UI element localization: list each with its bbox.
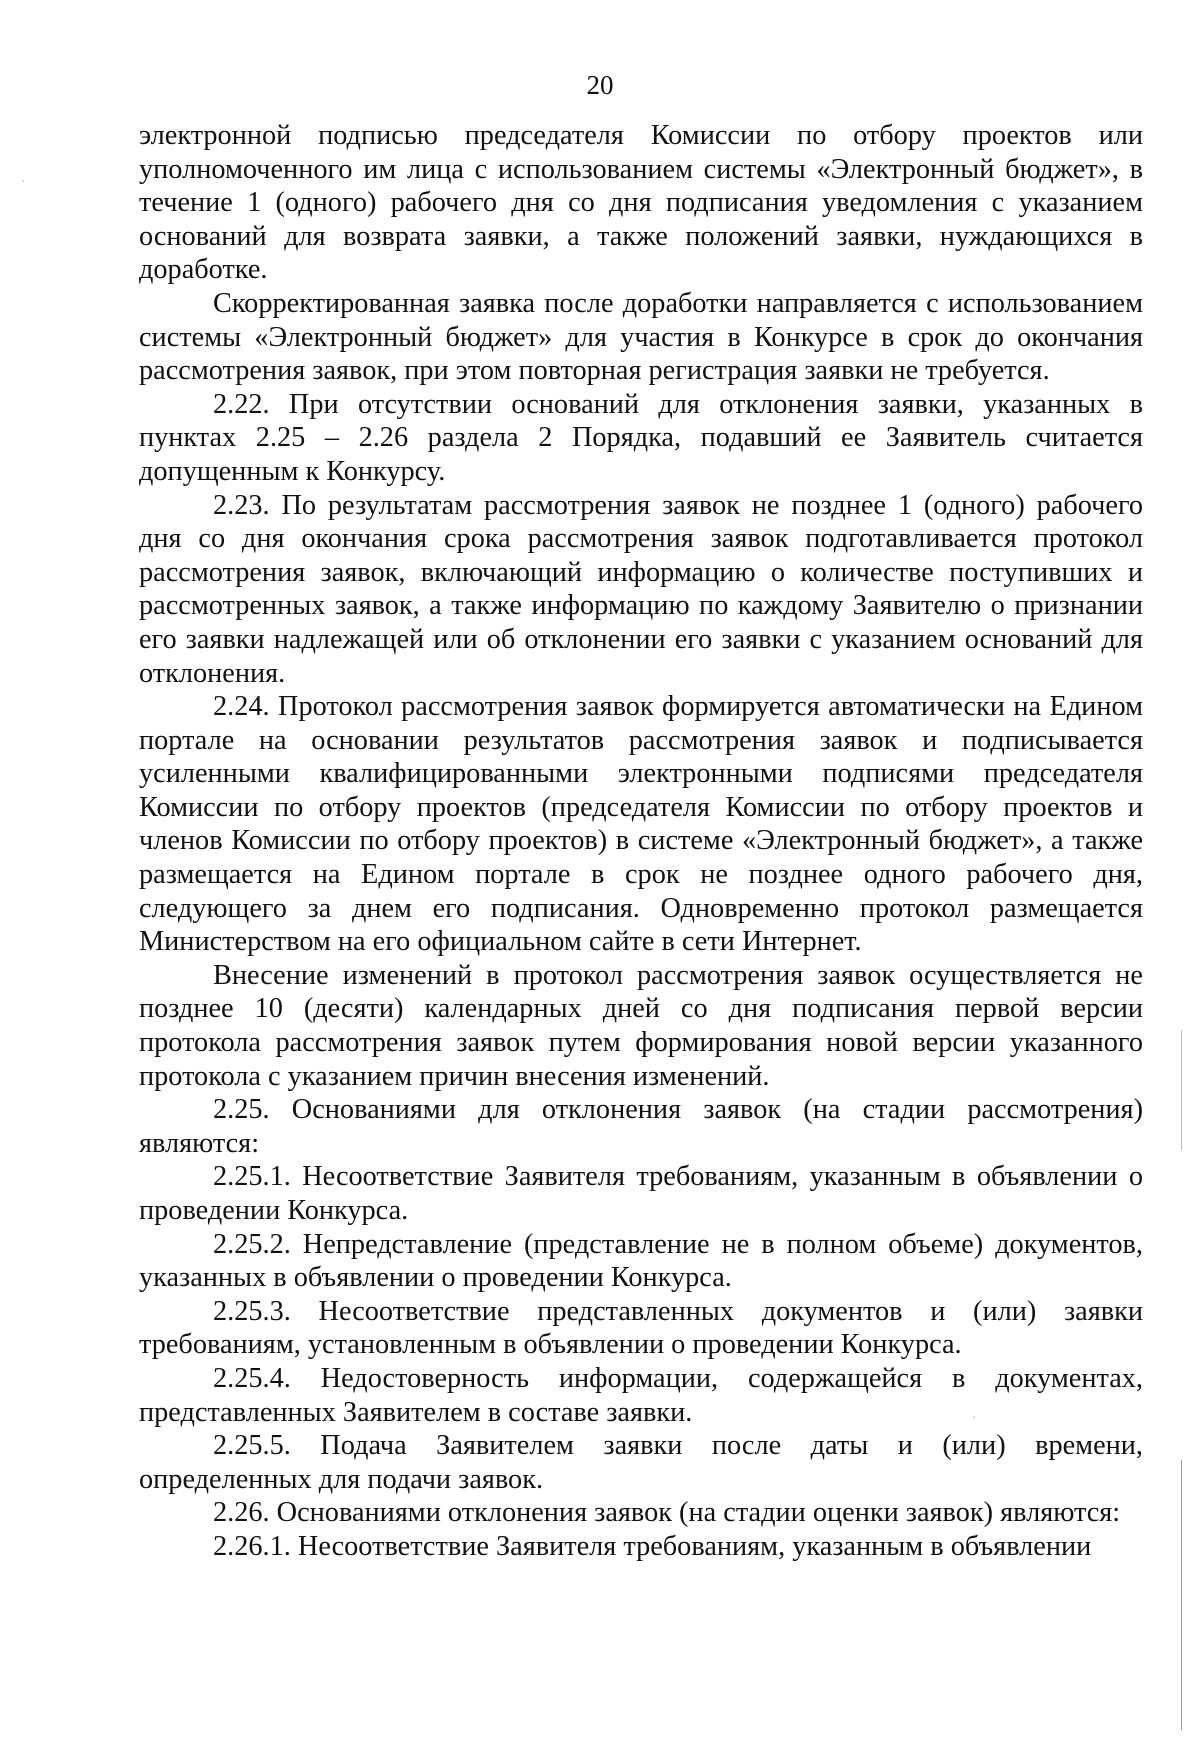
paragraph: 2.25.3. Несоответствие представленных документов и (или) заявки требованиям, установленным в объявлении о проведении Конкурса. bbox=[139, 1295, 1143, 1361]
paragraph: 2.23. По результатам рассмотрения заявок не позднее 1 (одного) рабочего дня со дня окончания срока рассмотрения заявок подготавливается протокол рассмотрения заявок, включающий информацию о количестве поступивших и рассмотренных заявок, а также информацию по каждому Заявителю о признании его заявки надлежащей или об отклонении его заявки с указанием оснований для отклонения. bbox=[139, 489, 1143, 689]
page-number: 20 bbox=[586, 70, 614, 100]
paragraph: 2.25.5. Подача Заявителем заявки после даты и (или) времени, определенных для подачи заявок. bbox=[139, 1430, 1143, 1495]
paragraph: электронной подписью председателя Комиссии по отбору проектов или уполномоченного им лица с использованием системы «Электронный бюджет», в течение 1 (одного) рабочего дня со дня подписания уведомления с указанием оснований для возврата заявки, а также положений заявки, нуждающихся в доработке. bbox=[139, 120, 1143, 286]
paragraph: Скорректированная заявка после доработки направляется с использованием системы «Электронный бюджет» для участия в Конкурсе в срок до окончания рассмотрения заявок, при этом повторная регистрация заявки не требуется. bbox=[139, 287, 1143, 387]
paragraph: 2.24. Протокол рассмотрения заявок формируется автоматически на Едином портале на основании результатов рассмотрения заявок и подписывается усиленными квалифицированными электронными подписями председателя Комиссии по отбору проектов (председателя Комиссии по отбору проектов и членов Комиссии по отбору проектов) в системе «Электронный бюджет», а также размещается на Едином портале в срок не позднее одного рабочего дня, следующего за днем его подписания. Одновременно протокол размещается Министерством на его официальном сайте в сети Интернет. bbox=[139, 691, 1143, 958]
scan-speck bbox=[973, 1416, 975, 1418]
paragraph: 2.25. Основаниями для отклонения заявок (на стадии рассмотрения) являются: bbox=[139, 1094, 1143, 1159]
paragraph: 2.26.1. Несоответствие Заявителя требованиям, указанным в объявлении bbox=[213, 1530, 1092, 1562]
paragraph: 2.22. При отсутствии оснований для отклонения заявки, указанных в пунктах 2.25 – 2.26 раздела 2 Порядка, подавший ее Заявитель считается допущенным к Конкурсу. bbox=[139, 388, 1143, 487]
paragraph: Внесение изменений в протокол рассмотрения заявок осуществляется не позднее 10 (десяти) календарных дней со дня подписания первой версии протокола рассмотрения заявок путем формирования новой версии указанного протокола с указанием причин внесения изменений. bbox=[139, 959, 1143, 1092]
document-body bbox=[139, 119, 1143, 1564]
paragraph: 2.25.2. Непредставление (представление не в полном объеме) документов, указанных в объявлении о проведении Конкурса. bbox=[139, 1228, 1143, 1294]
paragraph: 2.25.1. Несоответствие Заявителя требованиям, указанным в объявлении о проведении Конкурса. bbox=[139, 1161, 1143, 1226]
paragraph: 2.26. Основаниями отклонения заявок (на стадии оценки заявок) являются: bbox=[213, 1497, 1121, 1529]
scan-edge-mark bbox=[1181, 1460, 1182, 1730]
scan-speck bbox=[22, 180, 24, 182]
scan-edge-mark bbox=[1181, 1030, 1182, 1150]
paragraph: 2.25.4. Недостоверность информации, содержащейся в документах, представленных Заявителем в составе заявки. bbox=[139, 1362, 1143, 1428]
